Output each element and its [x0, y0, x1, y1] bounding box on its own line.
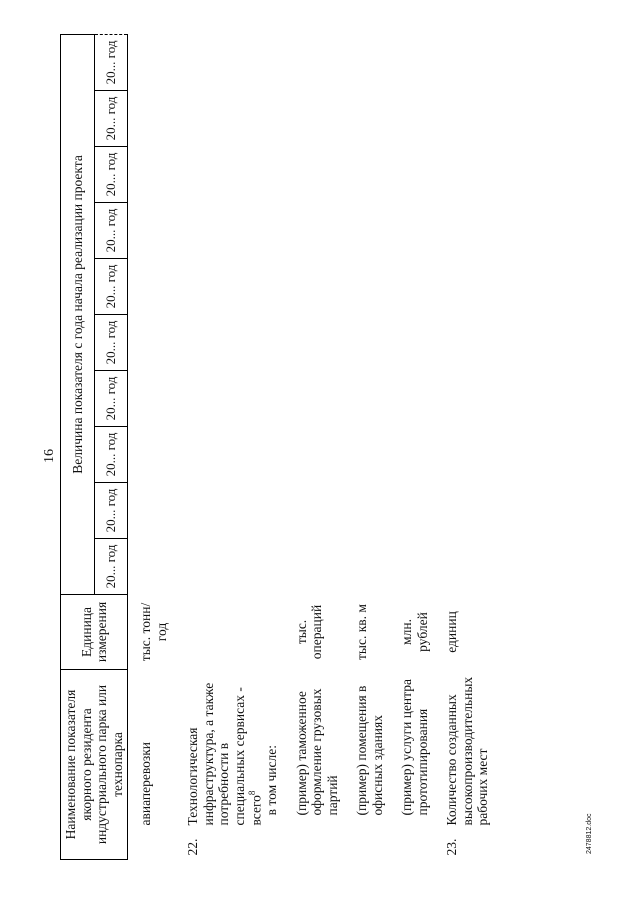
row-name: (пример) таможенное оформление грузовых партий — [293, 688, 340, 816]
table-row — [282, 34, 343, 859]
row-number — [387, 830, 432, 860]
row-unit — [171, 594, 282, 669]
table-row — [387, 34, 432, 859]
row-name — [171, 669, 282, 829]
row-unit: тыс. кв. м — [354, 604, 370, 660]
value-group-header: Величина показателя с года начала реализации проекта — [61, 34, 95, 594]
row-number: 23. — [444, 838, 460, 856]
name-column-header: Наименование показателя якорного резидента индустриального парка или технопарка — [61, 669, 128, 859]
row-unit: единиц — [444, 611, 460, 653]
year-header: 20... год — [95, 482, 128, 538]
rotated-table-sheet — [60, 35, 560, 860]
table-row — [128, 34, 172, 859]
row-unit: тыс. операций — [293, 604, 325, 660]
year-header: 20... год — [95, 258, 128, 314]
indicators-table — [60, 34, 493, 860]
footer-file-name: 2478812.doc — [586, 813, 593, 854]
year-header: 20... год — [95, 146, 128, 202]
table-row — [171, 34, 282, 859]
year-header: 20... год — [95, 202, 128, 258]
row-number — [282, 830, 343, 860]
year-header: 20... год — [95, 370, 128, 426]
row-number — [128, 830, 172, 860]
row-name-suffix: в том числе: — [264, 745, 280, 816]
year-header: 20... год — [95, 90, 128, 146]
row-name-text: Технологическая инфраструктура, а также потребности в специальных сервисах - всего — [185, 682, 264, 826]
row-name: (пример) помещения в офисных зданиях — [354, 685, 385, 816]
year-header: 20... год — [95, 314, 128, 370]
row-number: 22. — [185, 838, 201, 856]
header-row-1 — [61, 34, 95, 859]
year-header: 20... год — [95, 426, 128, 482]
footnote-marker: 8 — [247, 790, 258, 796]
row-name: Количество созданных высокопроизводительных рабочих мест — [444, 676, 491, 826]
year-header: 20... год — [95, 538, 128, 594]
year-header: 20... год — [95, 34, 128, 90]
unit-column-header: Единица измерения — [61, 594, 128, 669]
table-row — [342, 34, 387, 859]
table-row — [432, 34, 493, 859]
row-name: (пример) услуги центра прототипирования — [399, 679, 430, 816]
row-name: авиаперевозки — [138, 741, 154, 826]
row-number — [342, 830, 387, 860]
row-unit: млн. рублей — [399, 612, 430, 652]
page-number: 16 — [42, 449, 57, 463]
row-unit: тыс. тонн/ год — [138, 602, 169, 662]
